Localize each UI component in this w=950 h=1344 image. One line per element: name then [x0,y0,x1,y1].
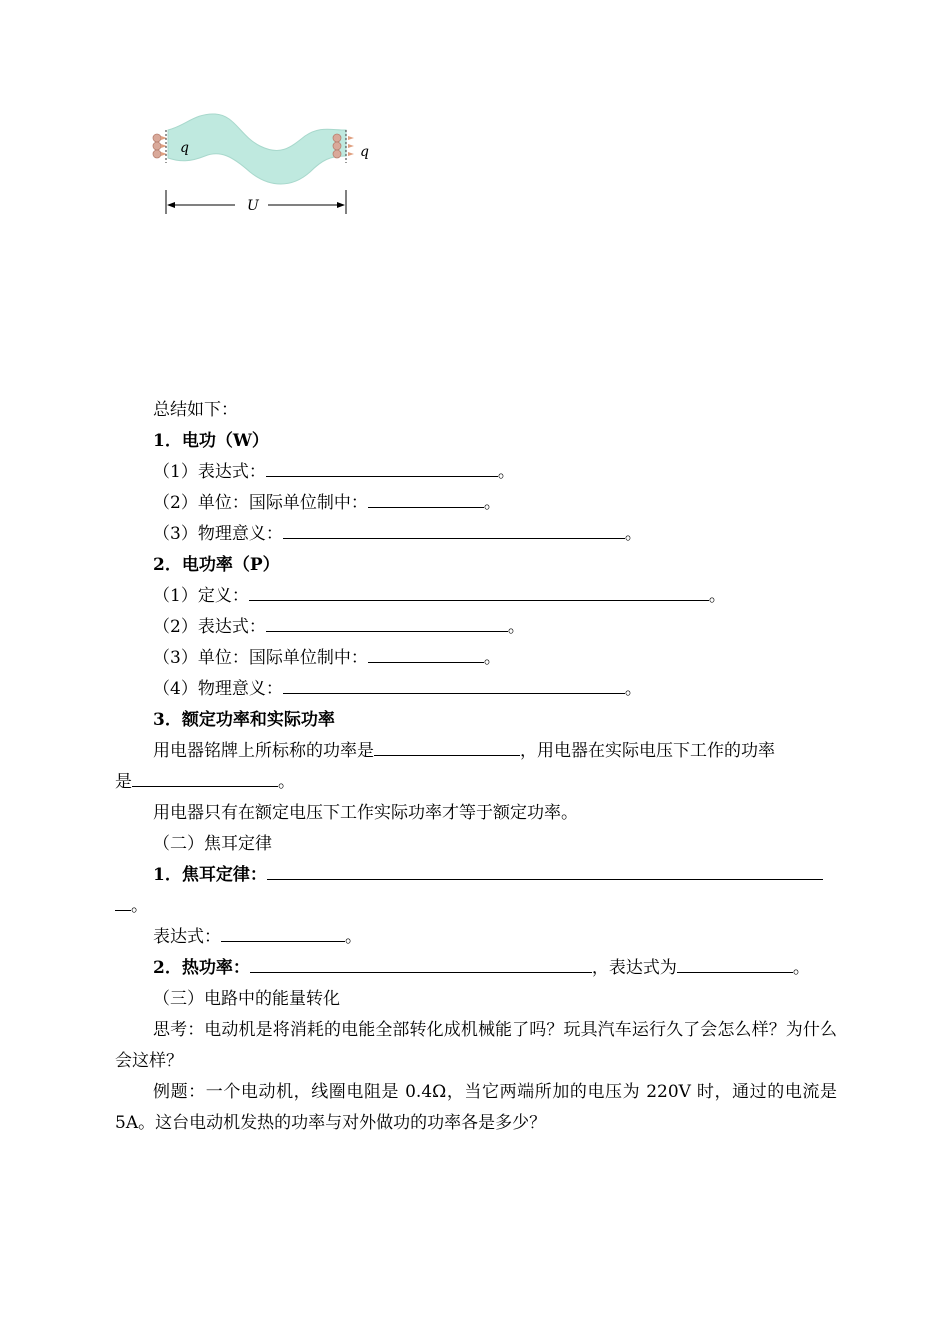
answer-blank[interactable] [374,737,520,756]
item-label: （2）单位：国际单位制中： [153,493,368,513]
rated-power-para-cont: 是 。 [115,767,837,798]
joule-law-line: 1．焦耳定律： [115,860,837,891]
voltage-label: U [247,198,259,214]
electric-work-item1: （1）表达式： 。 [115,457,837,488]
conductor-tube [168,114,346,184]
answer-blank[interactable] [115,892,131,911]
item-label: （3）物理意义： [153,524,283,544]
item-label: （1）定义： [153,586,249,606]
example-problem: 例题：一个电动机，线圈电阻是 0.4Ω，当它两端所加的电压为 220V 时，通过的电流是 5A。这台电动机发热的功率与对外做功的功率各是多少？ [115,1082,837,1133]
energy-conversion-title: （三）电路中的能量转化 [153,989,340,1009]
electric-power-item1: （1）定义： 。 [115,581,837,612]
item-label: （4）物理意义： [153,679,283,699]
answer-blank[interactable] [368,644,484,663]
charge-label-left: q [180,140,189,156]
answer-blank[interactable] [132,768,278,787]
answer-blank[interactable] [283,520,625,539]
summary-intro: 总结如下： [153,400,238,420]
worksheet-body [115,395,837,1139]
conductor-figure [140,108,390,223]
electric-power-item3: （3）单位：国际单位制中： 。 [115,643,837,674]
answer-blank[interactable] [266,613,508,632]
rated-power-para: 用电器铭牌上所标称的功率是 ，用电器在实际电压下工作的功率 [115,736,837,767]
answer-blank[interactable] [249,582,709,601]
answer-blank[interactable] [250,954,592,973]
joule-law-title: （二）焦耳定律 [153,834,272,854]
item-label: （1）表达式： [153,462,266,482]
joule-expression: 表达式： 。 [115,922,837,953]
electric-work-heading: 1．电功（W） [153,431,269,451]
answer-blank[interactable] [368,489,484,508]
electric-power-item4: （4）物理意义： 。 [115,674,837,705]
think-question: 思考：电动机是将消耗的电能全部转化成机械能了吗？玩具汽车运行久了会怎么样？为什么会这样？ [115,1020,837,1071]
electric-work-item3: （3）物理意义： 。 [115,519,837,550]
answer-blank[interactable] [677,954,793,973]
conductor-diagram [140,108,390,223]
answer-blank[interactable] [266,458,498,477]
item-label: （3）单位：国际单位制中： [153,648,368,668]
electric-power-heading: 2．电功率（P） [153,555,280,575]
left-charges [153,130,167,163]
rated-power-heading: 3．额定功率和实际功率 [153,710,335,730]
electric-work-item2: （2）单位：国际单位制中： 。 [115,488,837,519]
answer-blank[interactable] [267,861,823,880]
heat-power-line: 2．热功率： ，表达式为 。 [115,953,837,984]
answer-blank[interactable] [221,923,345,942]
electric-power-item2: （2）表达式： 。 [115,612,837,643]
item-label: （2）表达式： [153,617,266,637]
joule-law-line-cont: 。 [115,891,837,922]
charge-label-right: q [360,144,369,160]
rated-power-note: 用电器只有在额定电压下工作实际功率才等于额定功率。 [153,803,578,823]
answer-blank[interactable] [283,675,625,694]
